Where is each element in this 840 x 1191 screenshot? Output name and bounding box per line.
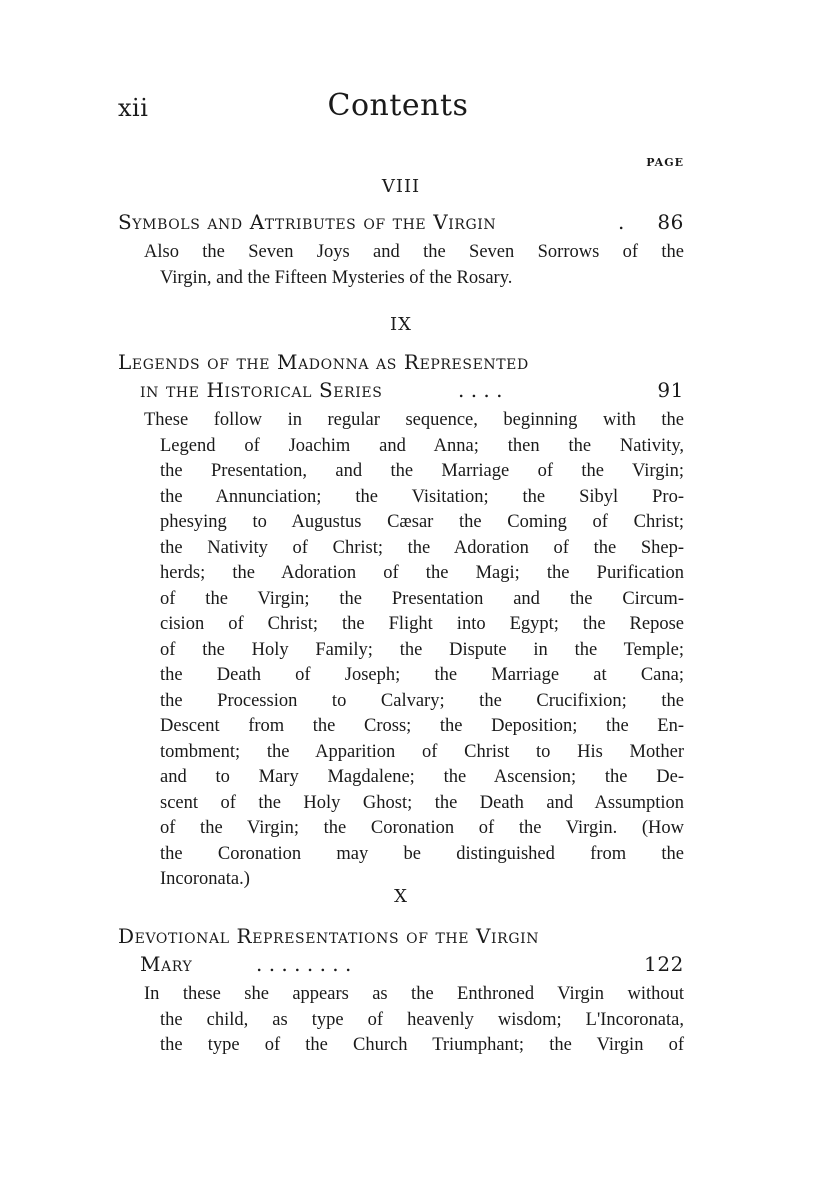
description-line: Virgin, and the Fifteen Mysteries of the Rosary.: [160, 267, 513, 288]
description-line: scent of the Holy Ghost; the Death and Assumption: [160, 792, 684, 813]
description-line: In these she appears as the Enthroned Virgin without: [144, 984, 684, 1004]
description-line: tombment; the Apparition of Christ to His Mother: [160, 741, 684, 762]
entry-description: [118, 240, 684, 291]
description-line: the Presentation, and the Marriage of the Virgin;: [160, 461, 684, 481]
dot-leaders: .: [618, 210, 625, 234]
description-line: Legend of Joachim and Anna; then the Nativity,: [160, 435, 684, 456]
section-numeral: VIII: [381, 176, 421, 197]
folio-number: xii: [118, 94, 149, 122]
page-title: Contents: [327, 88, 469, 123]
description-line: of the Holy Family; the Dispute in the Temple;: [160, 639, 684, 660]
description-line: the Nativity of Christ; the Adoration of the Shep-: [160, 537, 684, 558]
description-line: the Coronation may be distinguished from the: [160, 843, 684, 864]
description-line: the Annunciation; the Visitation; the Sibyl Pro-: [160, 486, 684, 507]
description-line: phesying to Augustus Cæsar the Coming of Christ;: [160, 512, 684, 532]
entry-description: [118, 408, 684, 893]
description-line: cision of Christ; the Flight into Egypt; the Repose: [160, 614, 684, 634]
entry-description: [118, 982, 684, 1059]
description-line: These follow in regular sequence, beginning with the: [144, 410, 684, 430]
entry-title-line: Devotional Representations of the Virgin: [118, 924, 540, 948]
description-line: the type of the Church Triumphant; the Virgin of: [160, 1035, 684, 1055]
page-column-label: PAGE: [646, 156, 684, 169]
contents-section-x: [118, 882, 684, 1059]
entry-title: [118, 208, 684, 236]
description-line: the Death of Joseph; the Marriage at Cana;: [160, 665, 684, 685]
entry-title: [118, 348, 684, 404]
section-numeral: IX: [390, 314, 412, 335]
description-line: of the Virgin; the Presentation and the Circum-: [160, 588, 684, 609]
description-line: Incoronata.): [160, 869, 250, 889]
entry-title: [118, 922, 684, 978]
entry-title-line: in the Historical Series: [140, 378, 383, 402]
section-numeral: X: [394, 886, 408, 907]
dot-leaders: . . . . . . . .: [256, 952, 352, 976]
entry-title-line: Symbols and Attributes of the Virgin: [118, 210, 497, 234]
description-line: of the Virgin; the Coronation of the Virgin. (How: [160, 818, 684, 838]
description-line: the child, as type of heavenly wisdom; L'Incoronata,: [160, 1009, 684, 1030]
description-line: Descent from the Cross; the Deposition; the En-: [160, 716, 684, 736]
dot-leaders: . . . .: [458, 378, 503, 402]
entry-page-number: 122: [644, 952, 684, 976]
entry-title-line: Mary: [140, 952, 193, 976]
running-head: [118, 88, 678, 128]
entry-page-number: 91: [657, 378, 684, 402]
entry-title-line: Legends of the Madonna as Represented: [118, 350, 529, 374]
entry-page-number: 86: [657, 210, 684, 234]
contents-section-viii: [118, 172, 684, 291]
description-line: Also the Seven Joys and the Seven Sorrows of the: [144, 242, 684, 262]
description-line: herds; the Adoration of the Magi; the Purification: [160, 563, 684, 583]
description-line: the Procession to Calvary; the Crucifixion; the: [160, 690, 684, 711]
contents-section-ix: [118, 310, 684, 893]
description-line: and to Mary Magdalene; the Ascension; the De-: [160, 767, 684, 787]
